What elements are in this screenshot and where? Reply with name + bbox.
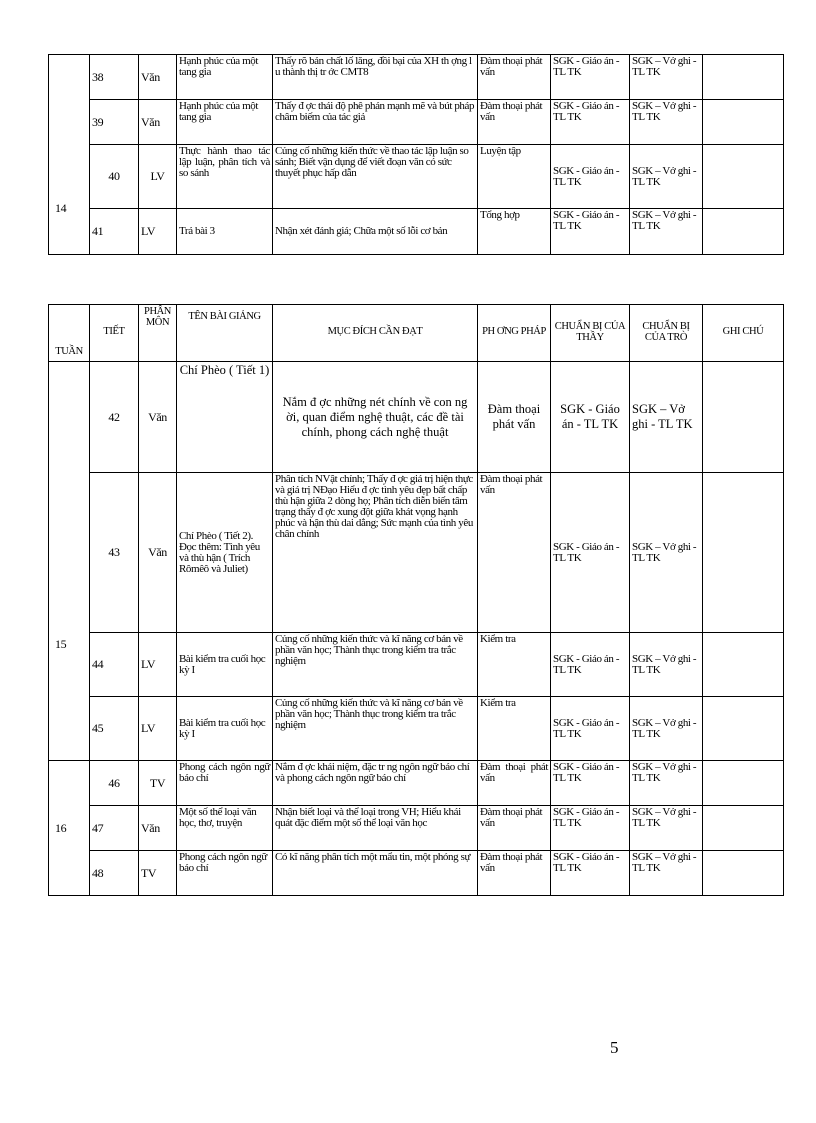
subject-cell: Văn [139, 473, 177, 633]
student-prep-cell: SGK – Vở ghi - TL TK [630, 55, 703, 100]
period-cell: 42 [90, 362, 139, 473]
week-cell: 14 [49, 55, 90, 255]
objective-cell: Củng cố những kiến thức và kĩ năng cơ bản về phần văn học; Thành thục trong kiểm tra trắc nghiệm [273, 633, 478, 697]
objective-cell: Nhận xét đánh giá; Chữa một số lỗi cơ bản [273, 209, 478, 255]
lesson-plan-table-week-14 [48, 54, 784, 255]
period-cell: 47 [90, 806, 139, 851]
lesson-title-cell: Bài kiểm tra cuối học kỳ I [177, 697, 273, 761]
notes-cell [703, 145, 784, 209]
student-prep-cell: SGK – Vở ghi - TL TK [630, 633, 703, 697]
table-header-row [49, 305, 784, 362]
period-cell: 43 [90, 473, 139, 633]
method-cell: Đàm thoại phát vấn [478, 851, 551, 896]
teacher-prep-cell: SGK - Giáo án - TL TK [551, 633, 630, 697]
student-prep-cell: SGK – Vở ghi - TL TK [630, 362, 703, 473]
notes-cell [703, 362, 784, 473]
table-row [49, 806, 784, 851]
method-cell: Đàm thoại phát vấn [478, 761, 551, 806]
lesson-title-cell: Phong cách ngôn ngữ báo chí [177, 761, 273, 806]
objective-cell: Nắm đ ợc những nét chính về con ng ời, quan điểm nghệ thuật, các đề tài chính, phong cách nghệ thuật [273, 362, 478, 473]
table-row [49, 100, 784, 145]
table-row [49, 362, 784, 473]
header-notes: GHI CHÚ [703, 305, 784, 362]
method-cell: Kiểm tra [478, 633, 551, 697]
subject-cell: LV [139, 209, 177, 255]
objective-cell: Có kĩ năng phân tích một mẩu tin, một phóng sự [273, 851, 478, 896]
subject-cell: LV [139, 145, 177, 209]
header-lesson-title: TÊN BÀI GIẢNG [177, 305, 273, 362]
lesson-title-cell: Phong cách ngôn ngữ báo chí [177, 851, 273, 896]
teacher-prep-cell: SGK - Giáo án - TL TK [551, 362, 630, 473]
header-method: PH ƠNG PHÁP [478, 305, 551, 362]
header-week: TUẦN [49, 305, 90, 362]
method-cell: Luyện tập [478, 145, 551, 209]
teacher-prep-cell: SGK - Giáo án - TL TK [551, 806, 630, 851]
table-row [49, 633, 784, 697]
teacher-prep-cell: SGK - Giáo án - TL TK [551, 145, 630, 209]
lesson-title-cell: Hạnh phúc của một tang gia [177, 100, 273, 145]
lesson-title-cell: Chí Phèo ( Tiết 2). Đọc thêm: Tình yêu và thù hận ( Trích Rômêô và Juliet) [177, 473, 273, 633]
student-prep-cell: SGK – Vở ghi - TL TK [630, 761, 703, 806]
objective-cell: Nắm đ ợc khái niệm, đặc tr ng ngôn ngữ báo chí và phong cách ngôn ngữ báo chí [273, 761, 478, 806]
student-prep-cell: SGK – Vở ghi - TL TK [630, 100, 703, 145]
notes-cell [703, 100, 784, 145]
subject-cell: Văn [139, 55, 177, 100]
lesson-title-cell: Bài kiểm tra cuối học kỳ I [177, 633, 273, 697]
table-row [49, 473, 784, 633]
method-cell: Đàm thoại phát vấn [478, 362, 551, 473]
teacher-prep-cell: SGK - Giáo án - TL TK [551, 473, 630, 633]
objective-cell: Phân tích NVật chính; Thấy đ ợc giá trị hiện thực và giá trị NĐạo Hiểu đ ợc tình yêu đẹp bất chấp thù hận giữa 2 dòng họ; Phân tích diễn biến tâm trạng thấy đ ợc xung đột giữa khát vọng hạnh phúc và hận thù dai dẳng; Sức mạnh của tình yêu chân chính [273, 473, 478, 633]
subject-cell: Văn [139, 806, 177, 851]
subject-cell: TV [139, 851, 177, 896]
table-row [49, 209, 784, 255]
period-cell: 40 [90, 145, 139, 209]
objective-cell: Củng cố những kiến thức và kĩ năng cơ bản về phần văn học; Thành thục trong kiểm tra trắc nghiệm [273, 697, 478, 761]
teacher-prep-cell: SGK - Giáo án - TL TK [551, 209, 630, 255]
notes-cell [703, 473, 784, 633]
teacher-prep-cell: SGK - Giáo án - TL TK [551, 697, 630, 761]
notes-cell [703, 209, 784, 255]
header-period: TIẾT [90, 305, 139, 362]
period-cell: 48 [90, 851, 139, 896]
notes-cell [703, 633, 784, 697]
notes-cell [703, 697, 784, 761]
header-subject: PHÂN MÔN [139, 305, 177, 362]
header-objective: MỤC ĐÍCH CẦN ĐẠT [273, 305, 478, 362]
period-cell: 38 [90, 55, 139, 100]
lesson-title-cell: Hạnh phúc của một tang gia [177, 55, 273, 100]
objective-cell: Củng cố những kiến thức về thao tác lập luận so sánh; Biết vận dụng để viết đoạn văn có sức thuyết phục hấp dẫn [273, 145, 478, 209]
period-cell: 44 [90, 633, 139, 697]
period-cell: 39 [90, 100, 139, 145]
student-prep-cell: SGK – Vở ghi - TL TK [630, 806, 703, 851]
method-cell: Đàm thoại phát vấn [478, 100, 551, 145]
student-prep-cell: SGK – Vở ghi - TL TK [630, 473, 703, 633]
subject-cell: Văn [139, 362, 177, 473]
objective-cell: Thấy rõ bản chất lố lăng, đồi bại của XH th ợng l u thành thị tr ớc CMT8 [273, 55, 478, 100]
table-row [49, 145, 784, 209]
period-cell: 41 [90, 209, 139, 255]
lesson-title-cell: Thực hành thao tác lập luận, phân tích và so sánh [177, 145, 273, 209]
header-student-prep: CHUẨN BỊ CỦA TRÒ [630, 305, 703, 362]
table-row [49, 851, 784, 896]
method-cell: Kiểm tra [478, 697, 551, 761]
subject-cell: LV [139, 633, 177, 697]
teacher-prep-cell: SGK - Giáo án - TL TK [551, 100, 630, 145]
teacher-prep-cell: SGK - Giáo án - TL TK [551, 55, 630, 100]
table-row [49, 55, 784, 100]
lesson-title-cell: Chí Phèo ( Tiết 1) [177, 362, 273, 473]
teacher-prep-cell: SGK - Giáo án - TL TK [551, 761, 630, 806]
notes-cell [703, 55, 784, 100]
lesson-title-cell: Trả bài 3 [177, 209, 273, 255]
notes-cell [703, 851, 784, 896]
header-teacher-prep: CHUẨN BỊ CỦA THẦY [551, 305, 630, 362]
student-prep-cell: SGK – Vở ghi - TL TK [630, 697, 703, 761]
lesson-plan-table-weeks-15-16 [48, 304, 784, 896]
period-cell: 46 [90, 761, 139, 806]
notes-cell [703, 806, 784, 851]
subject-cell: LV [139, 697, 177, 761]
student-prep-cell: SGK – Vở ghi - TL TK [630, 145, 703, 209]
student-prep-cell: SGK – Vở ghi - TL TK [630, 851, 703, 896]
table-row [49, 761, 784, 806]
subject-cell: Văn [139, 100, 177, 145]
period-cell: 45 [90, 697, 139, 761]
lesson-title-cell: Một số thể loại văn học, thơ, truyện [177, 806, 273, 851]
method-cell: Đàm thoại phát vấn [478, 55, 551, 100]
method-cell: Đàm thoại phát vấn [478, 806, 551, 851]
method-cell: Tổng hợp [478, 209, 551, 255]
week-cell: 15 [49, 362, 90, 761]
teacher-prep-cell: SGK - Giáo án - TL TK [551, 851, 630, 896]
week-cell: 16 [49, 761, 90, 896]
method-cell: Đàm thoại phát vấn [478, 473, 551, 633]
objective-cell: Nhận biết loại và thể loại trong VH; Hiểu khái quát đặc điểm một số thể loại văn học [273, 806, 478, 851]
page-number: 5 [610, 1038, 619, 1057]
student-prep-cell: SGK – Vở ghi - TL TK [630, 209, 703, 255]
subject-cell: TV [139, 761, 177, 806]
objective-cell: Thấy đ ợc thái độ phê phán mạnh mẽ và bút pháp châm biếm của tác giả [273, 100, 478, 145]
notes-cell [703, 761, 784, 806]
table-row [49, 697, 784, 761]
